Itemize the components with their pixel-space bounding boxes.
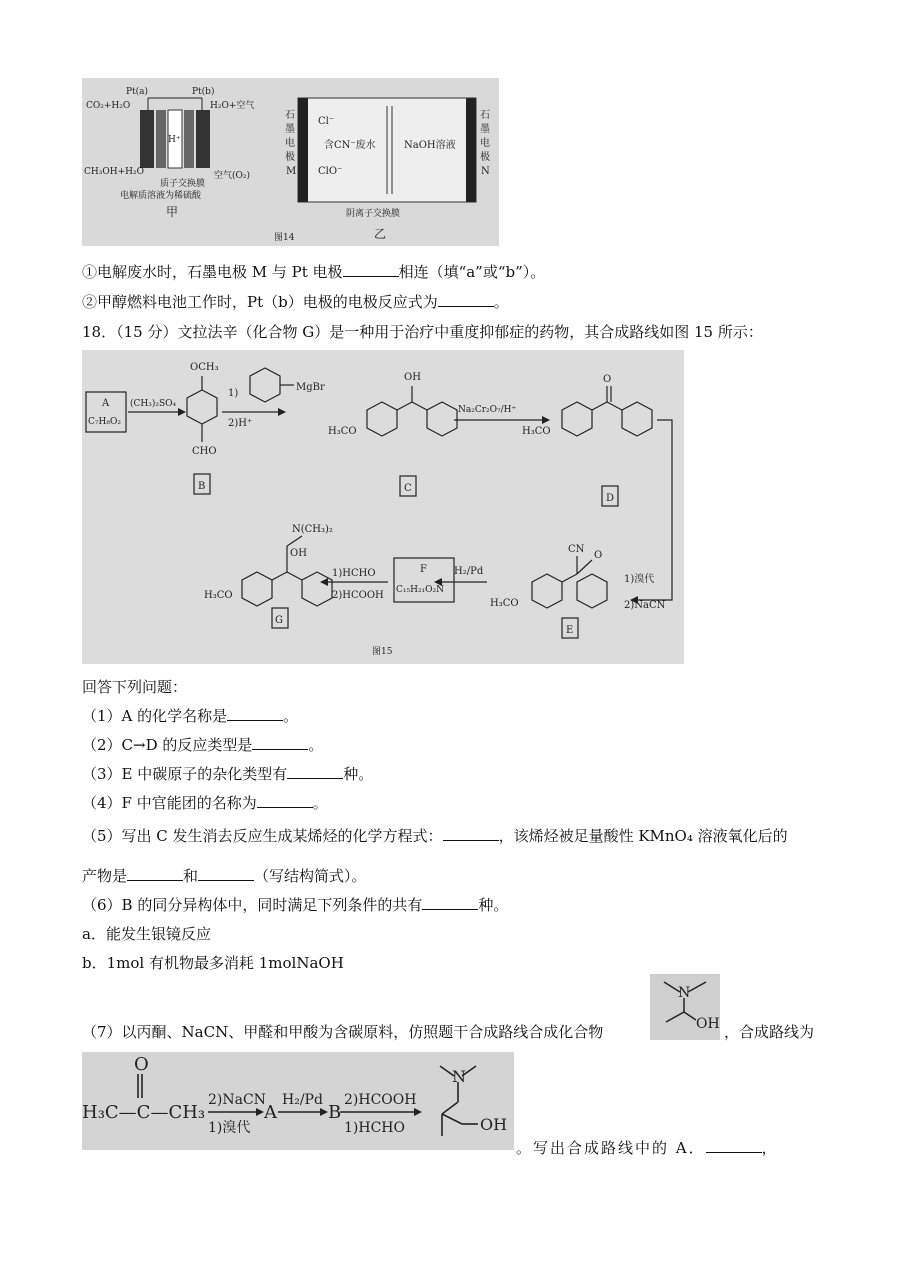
reagent-fg-1: 1)HCHO: [332, 568, 376, 579]
svg-text:电: 电: [480, 138, 490, 149]
e-h3co: H₃CO: [490, 598, 519, 609]
answer-blank[interactable]: [422, 895, 478, 910]
jia-label: 甲: [166, 205, 179, 219]
route-r3-top: 2)HCOOH: [344, 1092, 417, 1108]
q5-line2-prefix: 产物是: [82, 867, 128, 885]
q17-part1-prefix: ①电解废水时，石墨电极 M 与 Pt 电极: [82, 263, 343, 281]
route-r3-bottom: 1)HCHO: [344, 1120, 405, 1136]
g-nme2: N(CH₃)₂: [292, 524, 333, 535]
a-formula: C₇H₈O₂: [88, 417, 121, 427]
question-1: [82, 706, 298, 726]
target-oh: OH: [696, 1016, 720, 1032]
reagent-de-2: 2)NaCN: [624, 600, 666, 611]
b-label: B: [198, 481, 206, 492]
q5-text: （5）写出 C 发生消去反应生成某烯烃的化学方程式：: [82, 827, 443, 845]
answer-blank[interactable]: [127, 866, 183, 881]
question-4: [82, 793, 328, 813]
q5-mid: ，该烯烃被足量酸性 KMnO₄ 溶液氧化后的: [498, 827, 788, 845]
e-label: E: [566, 625, 574, 636]
figure-15-caption: 图15: [372, 647, 393, 657]
route-7-svg: [82, 1052, 514, 1150]
compound-g-ring: [242, 572, 272, 606]
q5-and: 和: [183, 867, 199, 885]
q7-text: （7）以丙酮、NaCN、甲醛和甲酸为含碳原料，仿照题干合成路线合成化合物: [82, 1023, 604, 1041]
figure-15-svg: [82, 350, 684, 664]
b-cho: CHO: [192, 446, 217, 457]
reagent-de-1: 1)溴代: [624, 574, 655, 585]
e-o: O: [594, 550, 603, 561]
answer-blank[interactable]: [443, 826, 499, 841]
h-plus-label: H⁺: [168, 135, 181, 145]
b-och3: OCH₃: [190, 362, 219, 373]
naoh-solution-label: NaOH溶液: [404, 140, 456, 151]
answer-blank[interactable]: [343, 262, 399, 277]
svg-text:石: 石: [285, 110, 295, 121]
route-r2-top: H₂/Pd: [282, 1092, 323, 1108]
pt-a-label: Pt(a): [126, 87, 149, 97]
route-o: O: [134, 1054, 149, 1075]
answer-blank[interactable]: [438, 292, 494, 307]
jia-in-left: CH₃OH+H₂O: [84, 167, 144, 177]
q1-text: （1）A 的化学名称是: [82, 707, 228, 725]
svg-text:墨: 墨: [480, 124, 490, 135]
cn-wastewater-label: 含CN⁻废水: [324, 140, 376, 151]
q2-suffix: 。: [308, 736, 324, 754]
q4-suffix: 。: [312, 794, 328, 812]
figure-14-caption: 图14: [274, 233, 295, 243]
a-label: A: [102, 398, 110, 409]
route-7-figure: [82, 1052, 514, 1150]
route-a: A: [264, 1102, 277, 1123]
route-r1-top: 2)NaCN: [208, 1092, 266, 1108]
q17-part2-prefix: ②甲醇燃料电池工作时，Pt（b）电极的电极反应式为: [82, 293, 438, 311]
f-formula: C₁₅H₂₁O₂N: [396, 585, 445, 595]
q4-text: （4）F 中官能团的名称为: [82, 794, 257, 812]
clo-ion-label: ClO⁻: [318, 166, 343, 177]
question-2: [82, 735, 323, 755]
q7-tail-prefix: 。写出合成路线中的 A．: [516, 1139, 706, 1157]
svg-text:M: M: [286, 166, 297, 177]
reagent-bc-1: 1): [228, 388, 239, 399]
answer-blank[interactable]: [198, 866, 254, 881]
reagent-bc-2: 2)H⁺: [228, 418, 253, 429]
g-oh: OH: [290, 548, 307, 559]
q3-suffix: 种。: [343, 765, 374, 783]
reagent-ef: H₂/Pd: [454, 566, 484, 577]
q1-suffix: 。: [283, 707, 299, 725]
svg-text:极: 极: [285, 152, 295, 163]
svg-text:电: 电: [285, 138, 295, 149]
questions-intro: 回答下列问题：: [82, 678, 188, 696]
reagent-fg-2: 2)HCOOH: [332, 590, 384, 601]
g-h3co: H₃CO: [204, 590, 233, 601]
d-h3co: H₃CO: [522, 426, 551, 437]
electrode-n-label: [480, 109, 490, 177]
c-h3co: H₃CO: [328, 426, 357, 437]
answer-blank[interactable]: [706, 1138, 762, 1153]
compound-c-ring: [367, 402, 397, 436]
figure-14: [82, 78, 499, 246]
target-compound-svg: [650, 974, 720, 1040]
reagent-cd: Na₂Cr₂O₇/H⁺: [458, 405, 517, 415]
figure-15: [82, 350, 684, 664]
d-label: D: [606, 493, 615, 504]
e-cn: CN: [568, 544, 585, 555]
d-o: O: [603, 374, 612, 385]
target-compound-structure: [650, 974, 720, 1040]
c-oh: OH: [404, 372, 421, 383]
question-3: [82, 764, 373, 784]
yi-label: 乙: [374, 227, 387, 241]
electrolysis-cell-yi: [285, 98, 490, 241]
q6-text: （6）B 的同分异构体中，同时满足下列条件的共有: [82, 896, 423, 914]
q18-intro: 18．（15 分）文拉法辛（化合物 G）是一种用于治疗中重度抑郁症的药物，其合成路线如图 15 所示：: [82, 323, 763, 341]
answer-blank[interactable]: [252, 735, 308, 750]
question-5-line1: [82, 826, 788, 846]
q7-suffix: ，合成路线为: [724, 1023, 815, 1041]
q6-condition-b: b．1mol 有机物最多消耗 1molNaOH: [82, 954, 344, 972]
q6-condition-a: a．能发生银镜反应: [82, 925, 211, 943]
electrode-m-label: [285, 109, 296, 177]
route-start: H₃C—C—CH₃: [82, 1102, 206, 1123]
route-product-oh: OH: [480, 1115, 508, 1134]
g-label: G: [275, 615, 283, 626]
question-6: [82, 895, 508, 915]
q5-line2-suffix: （写结构简式）。: [254, 867, 367, 885]
jia-out-left: CO₂+H₂O: [86, 101, 131, 111]
compound-e-ring: [532, 574, 562, 608]
route-r1-bottom: 1)溴代: [208, 1120, 251, 1136]
q17-part1: [82, 262, 545, 282]
svg-text:极: 极: [480, 152, 490, 163]
q2-text: （2）C→D 的反应类型是: [82, 736, 253, 754]
compound-b-ring: [187, 390, 217, 424]
answer-blank[interactable]: [287, 764, 343, 779]
proton-membrane-label: 质子交换膜: [160, 179, 206, 189]
target-n: N: [678, 985, 691, 1001]
f-label: F: [420, 564, 427, 575]
svg-text:N: N: [481, 166, 490, 177]
anion-membrane-label: 阴离子交换膜: [346, 209, 401, 219]
q7-tail-suffix: ，: [761, 1139, 779, 1157]
answer-blank[interactable]: [257, 793, 313, 808]
compound-d-ring: [562, 402, 592, 436]
svg-text:石: 石: [480, 110, 490, 121]
q17-part2-suffix: 。: [493, 293, 509, 311]
cl-ion-label: Cl⁻: [318, 116, 335, 127]
question-7: [82, 1022, 603, 1042]
reagent-bc-mg: MgBr: [296, 382, 325, 393]
question-5-line2: [82, 866, 367, 886]
q17-part1-suffix: 相连（填“a”或“b”）。: [398, 263, 546, 281]
q7-tail: [516, 1138, 779, 1158]
svg-text:墨: 墨: [285, 124, 295, 135]
jia-in-right: 空气(O₂): [214, 171, 251, 181]
q17-part2: [82, 292, 509, 312]
electrolyte-label: 电解质溶液为稀硫酸: [120, 191, 202, 201]
fuel-cell-jia: [84, 86, 254, 219]
jia-out-right: H₂O+空气: [210, 101, 255, 111]
route-b: B: [328, 1102, 342, 1123]
reagent-ab: (CH₃)₂SO₄: [130, 399, 177, 409]
c-label: C: [404, 483, 412, 494]
route-product-n: N: [452, 1067, 466, 1086]
figure-14-svg: [82, 78, 499, 246]
pt-b-label: Pt(b): [192, 87, 215, 97]
q3-text: （3）E 中碳原子的杂化类型有: [82, 765, 288, 783]
answer-blank[interactable]: [227, 706, 283, 721]
q6-suffix: 种。: [478, 896, 509, 914]
